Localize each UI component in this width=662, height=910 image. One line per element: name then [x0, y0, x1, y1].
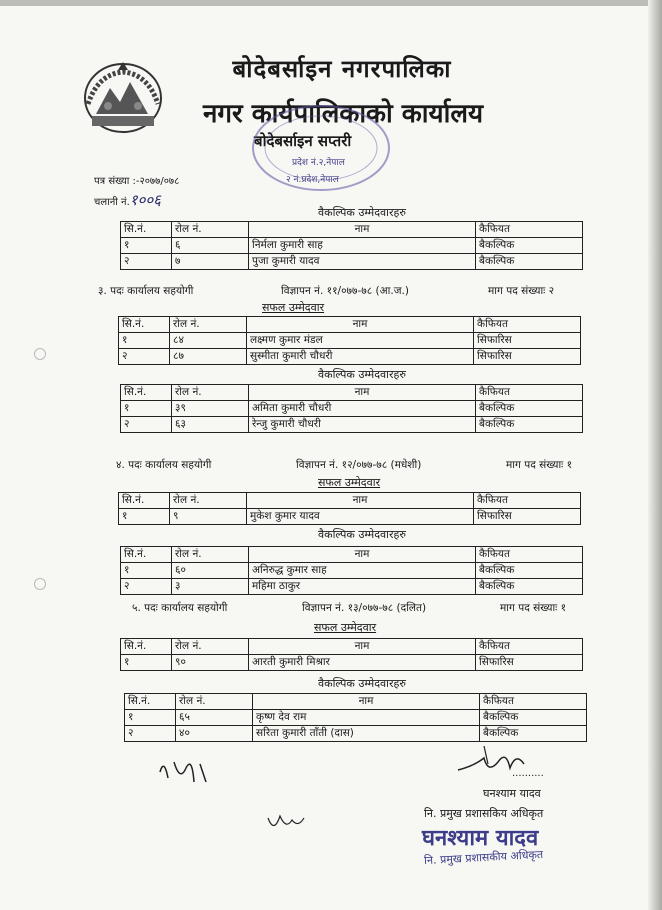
cell-remark: बैकल्पिक	[476, 401, 583, 417]
candidate-table	[118, 316, 581, 365]
cell-sn: २	[119, 349, 170, 365]
col-header-sn: सि.नं.	[121, 385, 172, 401]
cell-name: अमिता कुमारी चौधरी	[249, 401, 476, 417]
table-header-row	[121, 639, 583, 655]
cell-roll: ६३	[172, 417, 249, 433]
handwritten-mark	[262, 808, 312, 838]
table-header-row	[125, 694, 587, 710]
section-title: वैकल्पिक उम्मेदवारहरु	[318, 368, 406, 381]
dispatch-number	[94, 190, 161, 210]
cell-remark: सिफारिस	[474, 349, 581, 365]
cell-sn: १	[121, 563, 172, 579]
cell-name: मुकेश कुमार यादव	[247, 509, 474, 525]
cell-remark: बैकल्पिक	[476, 254, 583, 270]
table-header-row	[119, 493, 581, 509]
cell-roll: ८४	[170, 333, 247, 349]
cell-remark: बैकल्पिक	[480, 710, 587, 726]
col-header-name: नाम	[247, 317, 474, 333]
post-5-ad: विज्ञापन नं. १३/०७७-७८ (दलित)	[302, 602, 427, 614]
col-header-roll: रोल नं.	[172, 547, 249, 563]
table-row	[121, 579, 583, 595]
punch-hole	[34, 578, 46, 590]
col-header-sn: सि.नं.	[121, 639, 172, 655]
post-5-demand: माग पद संख्याः १	[500, 602, 567, 614]
table-row	[119, 333, 581, 349]
col-header-remark: कैफियत	[476, 639, 583, 655]
col-header-name: नाम	[249, 639, 476, 655]
cell-roll: ६०	[172, 563, 249, 579]
col-header-remark: कैफियत	[476, 222, 583, 238]
col-header-remark: कैफियत	[474, 317, 581, 333]
cell-sn: १	[121, 401, 172, 417]
dispatch-value: १००६	[129, 191, 161, 209]
cell-remark: बैकल्पिक	[480, 726, 587, 742]
cell-name: रेन्जु कुमारी चौधरी	[249, 417, 476, 433]
cell-name: लक्ष्मण कुमार मंडल	[247, 333, 474, 349]
table-header-row	[119, 317, 581, 333]
table-row	[121, 563, 583, 579]
table-row	[119, 509, 581, 525]
cell-remark: बैकल्पिक	[476, 563, 583, 579]
cell-name: अनिरुद्ध कुमार साह	[249, 563, 476, 579]
cell-roll: ३	[172, 579, 249, 595]
post-5-line	[132, 601, 612, 615]
cell-name: निर्मला कुमारी साह	[249, 238, 476, 254]
cell-sn: १	[121, 655, 172, 671]
col-header-remark: कैफियत	[474, 493, 581, 509]
cell-roll: ९	[170, 509, 247, 525]
candidate-table	[120, 638, 583, 671]
col-header-roll: रोल नं.	[170, 493, 247, 509]
cell-remark: बैकल्पिक	[476, 579, 583, 595]
col-header-remark: कैफियत	[476, 547, 583, 563]
scan-edge-right	[648, 0, 662, 910]
cell-roll: ४०	[176, 726, 253, 742]
cell-name: आरती कुमारी मिश्रार	[249, 655, 476, 671]
cell-sn: १	[121, 238, 172, 254]
post-3-title: ३. पदः कार्यालय सहयोगी	[98, 285, 194, 297]
table-row	[121, 417, 583, 433]
cell-name: कृष्ण देव राम	[253, 710, 480, 726]
col-header-name: नाम	[253, 694, 480, 710]
cell-sn: १	[119, 509, 170, 525]
designation-stamp: नि. प्रमुख प्रशासकीय अधिकृत	[423, 847, 544, 868]
letter-number: पत्र संख्या :-२०७७/०७८	[94, 176, 180, 187]
col-header-name: नाम	[249, 547, 476, 563]
cell-sn: २	[121, 417, 172, 433]
cell-sn: १	[119, 333, 170, 349]
candidate-table	[118, 492, 581, 525]
post-3-demand: माग पद संख्याः २	[488, 285, 555, 297]
cell-name: पुजा कुमारी यादव	[249, 254, 476, 270]
post-4-title: ४. पदः कार्यालय सहयोगी	[116, 459, 212, 471]
seal-text-2: २ नं.प्रदेश,नेपाल	[286, 175, 339, 185]
table-row	[121, 401, 583, 417]
col-header-remark: कैफियत	[480, 694, 587, 710]
cell-sn: २	[125, 726, 176, 742]
col-header-sn: सि.नं.	[119, 317, 170, 333]
table-header-row	[121, 385, 583, 401]
post-4-ad: विज्ञापन नं. १२/०७७-७८ (मधेशी)	[296, 459, 422, 471]
post-4-demand: माग पद संख्याः १	[506, 459, 573, 471]
candidate-table	[120, 221, 583, 270]
col-header-remark: कैफियत	[476, 385, 583, 401]
cell-remark: बैकल्पिक	[476, 417, 583, 433]
table-header-row	[121, 222, 583, 238]
candidate-table	[124, 693, 587, 742]
col-header-sn: सि.नं.	[121, 222, 172, 238]
section-title: सफल उम्मेदवार	[262, 301, 325, 314]
name-stamp: घनश्याम यादव	[422, 825, 539, 851]
col-header-roll: रोल नं.	[172, 222, 249, 238]
col-header-sn: सि.नं.	[121, 547, 172, 563]
seal-text-1: प्रदेश नं.२,नेपाल	[292, 158, 345, 168]
dispatch-label: चलानी नं.	[94, 197, 130, 208]
signatory-designation: नि. प्रमुख प्रशासकिय अधिकृत	[424, 807, 544, 820]
cell-sn: १	[125, 710, 176, 726]
table-row	[119, 349, 581, 365]
post-3-line	[98, 284, 578, 298]
table-row	[121, 238, 583, 254]
candidate-table	[120, 384, 583, 433]
cell-roll: ९०	[172, 655, 249, 671]
cell-remark: सिफारिस	[474, 509, 581, 525]
handwritten-initials-left	[150, 752, 220, 792]
cell-roll: ६५	[176, 710, 253, 726]
cell-remark: बैकल्पिक	[476, 238, 583, 254]
cell-remark: सिफारिस	[474, 333, 581, 349]
post-4-line	[116, 458, 596, 472]
post-5-title: ५. पदः कार्यालय सहयोगी	[132, 602, 228, 614]
section-title: सफल उम्मेदवार	[314, 621, 377, 634]
table-row	[121, 254, 583, 270]
col-header-sn: सि.नं.	[125, 694, 176, 710]
table-row	[125, 726, 587, 742]
cell-sn: २	[121, 579, 172, 595]
office-title: नगर कार्यपालिकाको कार्यालय	[202, 99, 484, 129]
section-title: सफल उम्मेदवार	[318, 476, 381, 489]
cell-remark: सिफारिस	[476, 655, 583, 671]
government-emblem-icon	[78, 54, 168, 138]
location-title: बोदेबर्साइन सप्तरी	[254, 132, 352, 150]
col-header-name: नाम	[247, 493, 474, 509]
municipality-title: बोदेबर्साइन नगरपालिका	[232, 54, 452, 83]
cell-sn: २	[121, 254, 172, 270]
cell-roll: ६	[172, 238, 249, 254]
cell-name: सुस्मीता कुमारी चौधरी	[247, 349, 474, 365]
cell-roll: ३९	[172, 401, 249, 417]
cell-roll: ७	[172, 254, 249, 270]
col-header-roll: रोल नं.	[176, 694, 253, 710]
cell-name: महिमा ठाकुर	[249, 579, 476, 595]
signatory-name: घनश्याम यादव	[483, 787, 541, 800]
table-row	[121, 655, 583, 671]
col-header-roll: रोल नं.	[172, 639, 249, 655]
scan-edge-top	[0, 0, 662, 6]
col-header-sn: सि.नं.	[119, 493, 170, 509]
section-title: वैकल्पिक उम्मेदवारहरु	[318, 677, 406, 690]
candidate-table	[120, 546, 583, 595]
signature-dots: ..........	[512, 768, 544, 779]
punch-hole	[34, 348, 46, 360]
post-3-ad: विज्ञापन नं. ११/०७७-७८ (आ.ज.)	[281, 285, 409, 297]
col-header-name: नाम	[249, 385, 476, 401]
table-row	[125, 710, 587, 726]
section-title: वैकल्पिक उम्मेदवारहरु	[318, 206, 406, 219]
col-header-roll: रोल नं.	[172, 385, 249, 401]
cell-roll: ८७	[170, 349, 247, 365]
cell-name: सरिता कुमारी ताँती (दास)	[253, 726, 480, 742]
col-header-roll: रोल नं.	[170, 317, 247, 333]
section-title: वैकल्पिक उम्मेदवारहरु	[318, 528, 406, 541]
col-header-name: नाम	[249, 222, 476, 238]
table-header-row	[121, 547, 583, 563]
